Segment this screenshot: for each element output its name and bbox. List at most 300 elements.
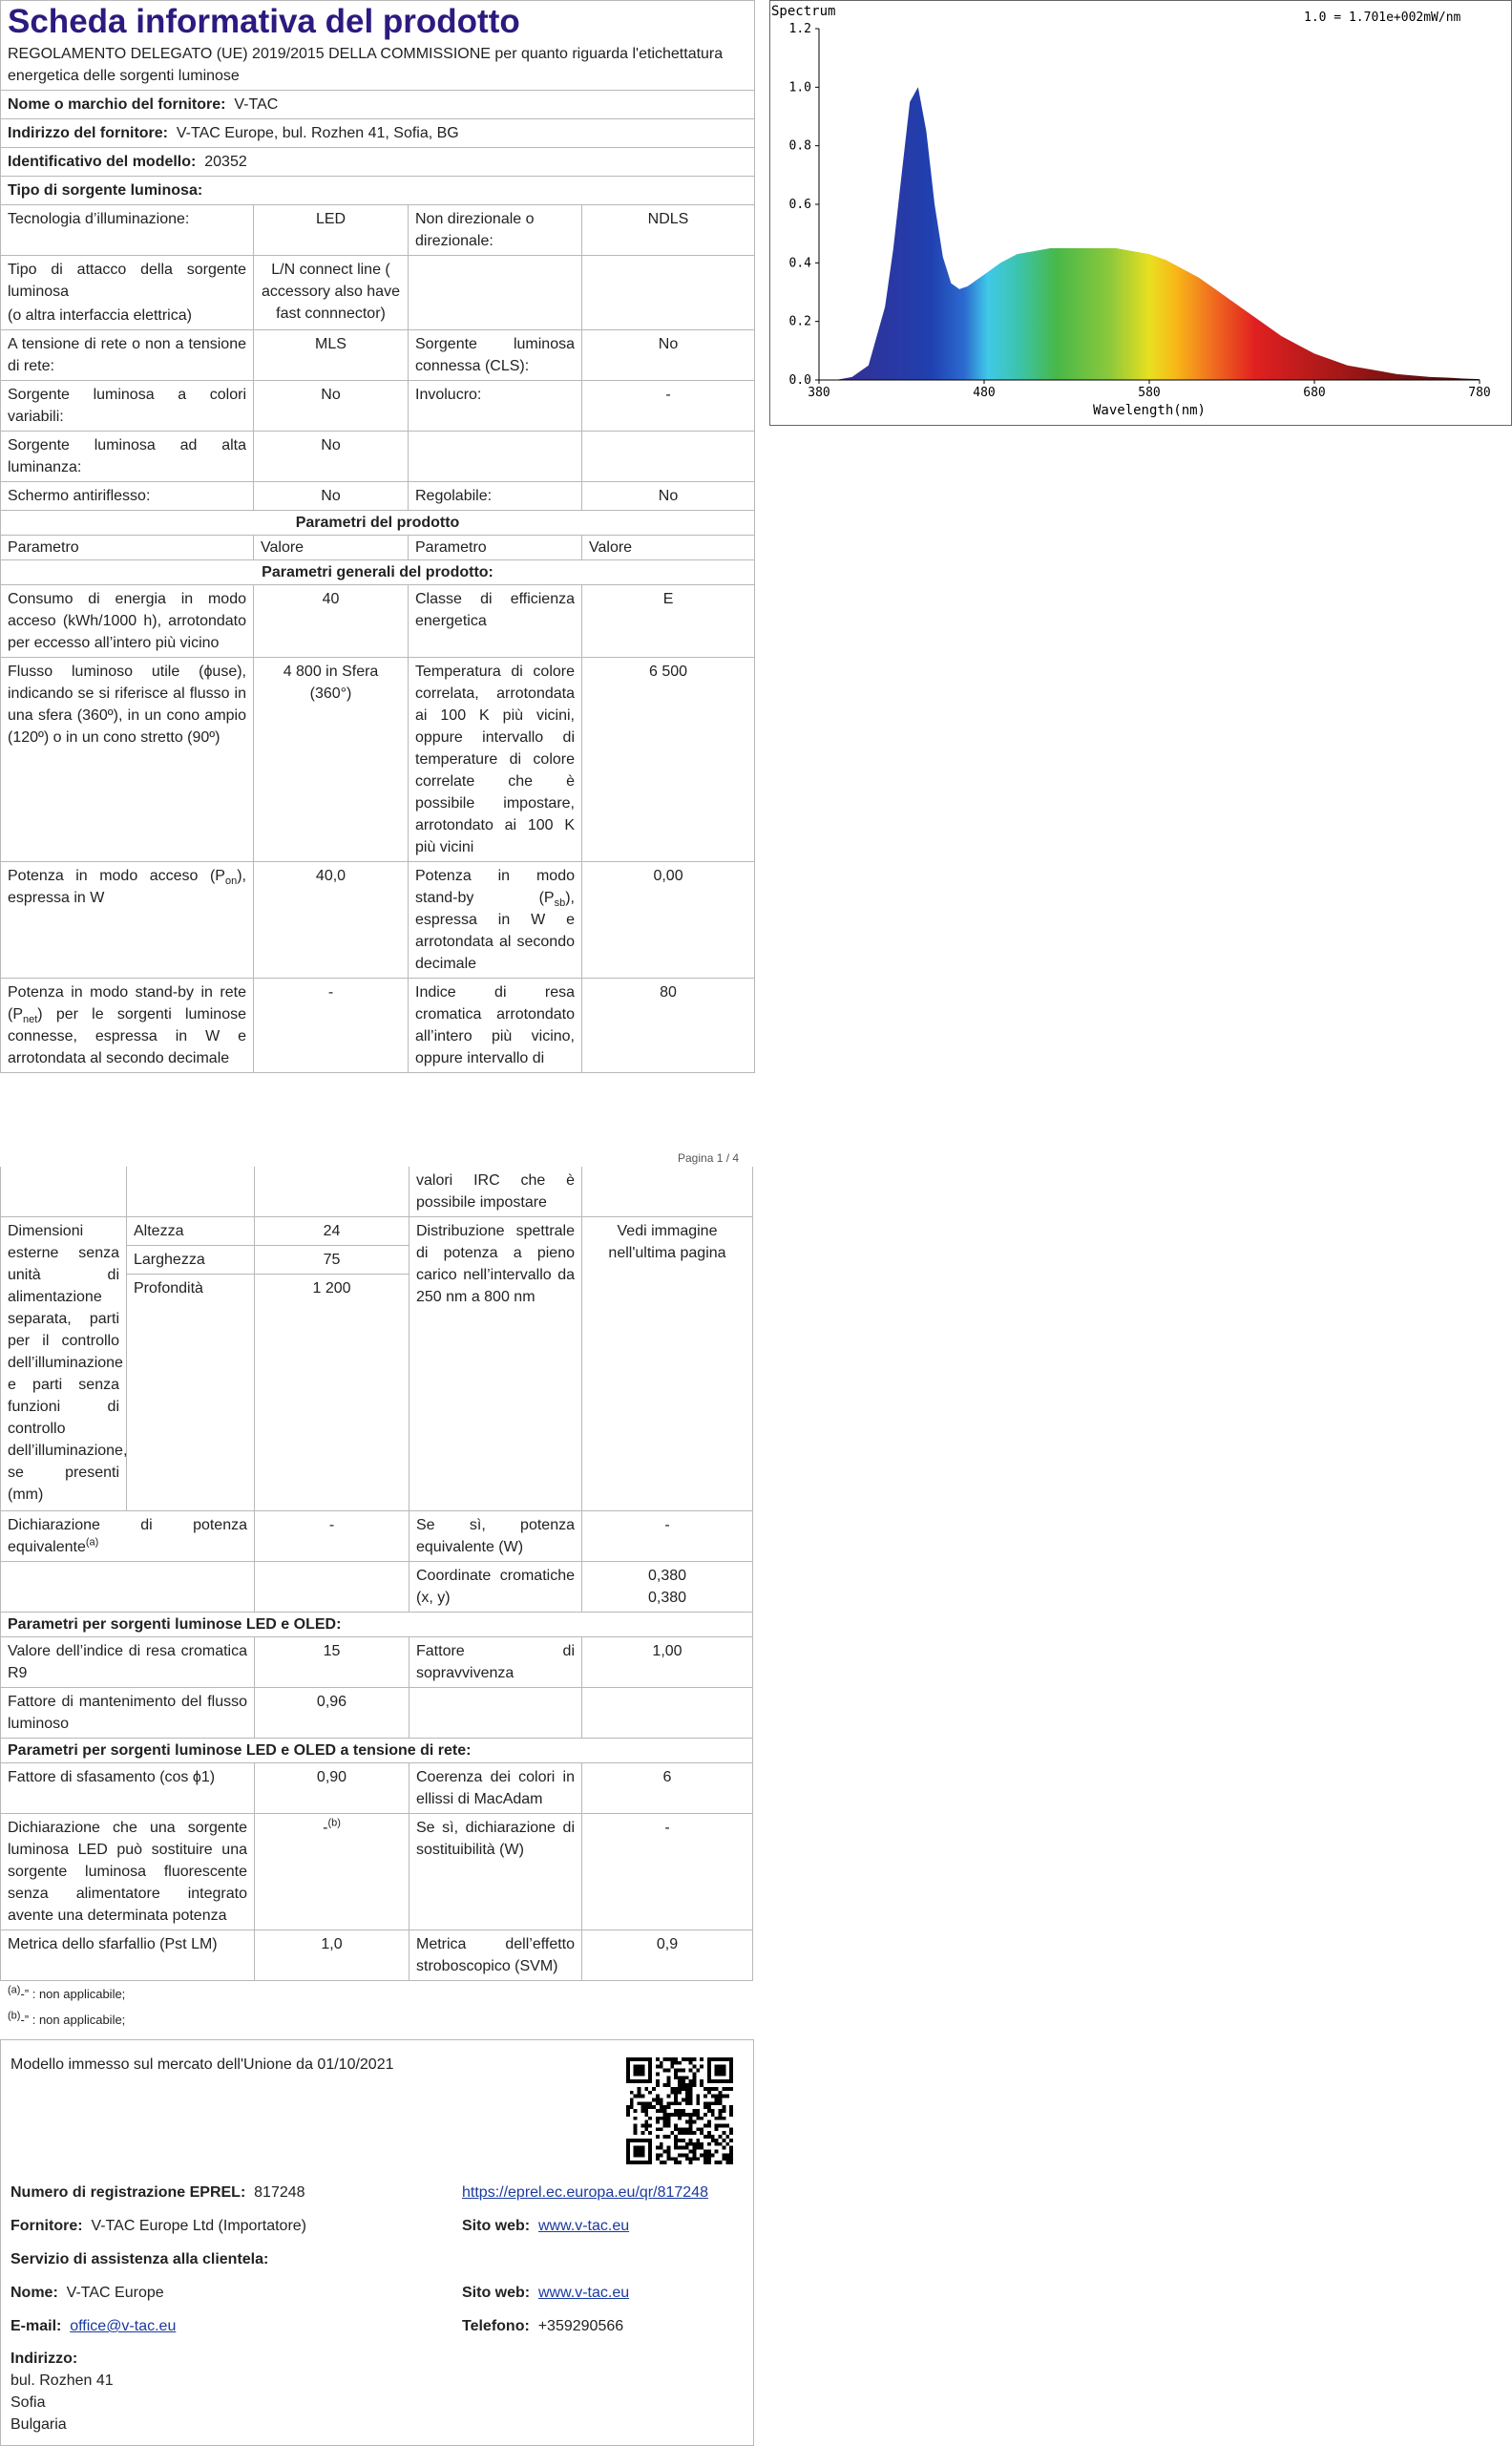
cell bbox=[1, 1510, 255, 1561]
qr-module bbox=[640, 2161, 644, 2164]
cell bbox=[127, 1167, 255, 1217]
qr-module bbox=[660, 2061, 663, 2065]
qr-module bbox=[648, 2131, 652, 2135]
qr-module bbox=[722, 2072, 725, 2076]
qr-module bbox=[626, 2146, 630, 2150]
cell: Valore dell’indice di resa cromatica R9 bbox=[1, 1636, 255, 1687]
qr-module bbox=[689, 2098, 693, 2101]
qr-module bbox=[682, 2153, 685, 2157]
cell bbox=[409, 256, 582, 330]
qr-module bbox=[663, 2109, 667, 2113]
cell bbox=[1, 256, 254, 330]
qr-module bbox=[640, 2069, 644, 2073]
cell bbox=[127, 1302, 255, 1510]
qr-module bbox=[648, 2057, 652, 2061]
qr-module bbox=[689, 2117, 693, 2120]
cell: - bbox=[582, 1813, 753, 1929]
general-params-title: Parametri generali del prodotto: bbox=[1, 560, 755, 585]
cell bbox=[582, 1561, 753, 1612]
qr-module bbox=[685, 2142, 689, 2146]
qr-module bbox=[626, 2161, 630, 2164]
qr-module bbox=[674, 2069, 678, 2073]
qr-module bbox=[689, 2079, 693, 2083]
qr-module bbox=[670, 2091, 674, 2095]
qr-module bbox=[670, 2057, 674, 2061]
cell bbox=[1, 862, 254, 979]
qr-module bbox=[729, 2113, 733, 2117]
x-tick-label: 780 bbox=[1468, 386, 1491, 400]
supplier-label: Fornitore: bbox=[10, 2218, 83, 2234]
qr-module bbox=[689, 2057, 693, 2061]
cell: valori IRC che è possibile impostare bbox=[410, 1167, 582, 1217]
qr-module bbox=[678, 2127, 682, 2131]
cell bbox=[582, 256, 755, 330]
qr-module bbox=[666, 2095, 670, 2098]
supplier-row bbox=[10, 2215, 306, 2238]
qr-module bbox=[707, 2124, 711, 2128]
qr-module bbox=[729, 2079, 733, 2083]
chart-title: Spectrum bbox=[771, 4, 836, 19]
qr-module bbox=[725, 2161, 729, 2164]
qr-module bbox=[674, 2157, 678, 2161]
qr-module bbox=[707, 2153, 711, 2157]
qr-module bbox=[666, 2117, 670, 2120]
qr-module bbox=[693, 2150, 697, 2154]
eqp-sup: (a) bbox=[85, 1536, 99, 1549]
qr-module bbox=[663, 2113, 667, 2117]
qr-module bbox=[678, 2087, 682, 2091]
qr-module bbox=[674, 2135, 678, 2139]
cell bbox=[255, 1167, 410, 1217]
qr-module bbox=[729, 2146, 733, 2150]
footnote-b-mark: (b) bbox=[8, 2010, 21, 2022]
qr-module bbox=[689, 2127, 693, 2131]
qr-module bbox=[700, 2057, 704, 2061]
qr-module bbox=[648, 2161, 652, 2164]
qr-module bbox=[707, 2135, 711, 2139]
qr-module bbox=[719, 2161, 723, 2164]
service-name-value: V-TAC Europe bbox=[66, 2285, 164, 2301]
qr-module bbox=[660, 2153, 663, 2157]
qr-module bbox=[696, 2139, 700, 2142]
qr-module bbox=[704, 2087, 707, 2091]
qr-module bbox=[689, 2087, 693, 2091]
footnote-a-text: -” : non applicabile; bbox=[20, 1987, 126, 2001]
qr-module bbox=[711, 2079, 715, 2083]
qr-module bbox=[678, 2139, 682, 2142]
qr-module bbox=[685, 2095, 689, 2098]
qr-module bbox=[656, 2065, 660, 2069]
qr-module bbox=[638, 2095, 641, 2098]
x-tick-label: 680 bbox=[1303, 386, 1326, 400]
cell: 1 200 bbox=[255, 1275, 410, 1303]
qr-module bbox=[704, 2157, 707, 2161]
qr-module bbox=[666, 2079, 670, 2083]
qr-module bbox=[725, 2057, 729, 2061]
qr-module bbox=[626, 2142, 630, 2146]
qr-module bbox=[666, 2146, 670, 2150]
cell: A tensione di rete o non a tensione di rete: bbox=[1, 330, 254, 381]
qr-module bbox=[678, 2113, 682, 2117]
qr-module bbox=[729, 2076, 733, 2079]
qr-module bbox=[663, 2105, 667, 2109]
qr-module bbox=[644, 2113, 648, 2117]
qr-module bbox=[707, 2061, 711, 2065]
cell: 4 800 in Sfera (360°) bbox=[254, 658, 409, 862]
qr-module bbox=[693, 2157, 697, 2161]
x-tick-label: 580 bbox=[1138, 386, 1161, 400]
qr-module bbox=[674, 2072, 678, 2076]
cell: Temperatura di colore correlata, arrotondata ai 100 K più vicini, oppure intervallo di temperature di colore correlate che è possibile impostare, arrotondato ai 100 K più vicini bbox=[409, 658, 582, 862]
qr-module bbox=[696, 2142, 700, 2146]
qr-module bbox=[715, 2139, 719, 2142]
replace-sup: (b) bbox=[327, 1817, 341, 1829]
qr-module bbox=[715, 2161, 719, 2164]
x-tick-label: 380 bbox=[808, 386, 830, 400]
cell bbox=[255, 1561, 410, 1612]
qr-module bbox=[696, 2069, 700, 2073]
cell bbox=[255, 1302, 410, 1510]
email-row bbox=[10, 2315, 176, 2338]
qr-module bbox=[626, 2065, 630, 2069]
qr-module bbox=[666, 2069, 670, 2073]
qr-module bbox=[682, 2098, 685, 2101]
qr-module bbox=[685, 2153, 689, 2157]
qr-module bbox=[634, 2153, 638, 2157]
email-link[interactable]: office@v-tac.eu bbox=[70, 2318, 177, 2334]
cell bbox=[582, 432, 755, 482]
qr-module bbox=[666, 2113, 670, 2117]
qr-module bbox=[678, 2091, 682, 2095]
qr-module bbox=[719, 2069, 723, 2073]
qr-module bbox=[719, 2109, 723, 2113]
cell: - bbox=[582, 1510, 753, 1561]
qr-module bbox=[693, 2065, 697, 2069]
cell: Metrica dello sfarfallio (Pst LM) bbox=[1, 1929, 255, 1980]
qr-module bbox=[729, 2069, 733, 2073]
qr-module bbox=[722, 2157, 725, 2161]
qr-module bbox=[674, 2076, 678, 2079]
qr-module bbox=[678, 2161, 682, 2164]
replace-value: - bbox=[323, 1819, 328, 1836]
cell: LED bbox=[254, 205, 409, 256]
qr-module bbox=[719, 2065, 723, 2069]
qr-module bbox=[630, 2139, 634, 2142]
qr-module bbox=[634, 2117, 638, 2120]
qr-module bbox=[711, 2101, 715, 2105]
qr-module bbox=[707, 2079, 711, 2083]
qr-module bbox=[696, 2095, 700, 2098]
qr-module bbox=[707, 2131, 711, 2135]
qr-module bbox=[663, 2069, 667, 2073]
qr-module bbox=[666, 2101, 670, 2105]
cell: Regolabile: bbox=[409, 482, 582, 511]
cell: Fattore di mantenimento del flusso luminoso bbox=[1, 1687, 255, 1738]
eprel-value: 817248 bbox=[254, 2184, 305, 2201]
market-date-text: Modello immesso sul mercato dell'Unione da 01/10/2021 bbox=[10, 2056, 394, 2073]
qr-module bbox=[719, 2101, 723, 2105]
qr-module bbox=[674, 2098, 678, 2101]
x-tick-label: 480 bbox=[973, 386, 996, 400]
qr-module bbox=[704, 2153, 707, 2157]
cell: 40 bbox=[254, 585, 409, 658]
qr-module bbox=[640, 2146, 644, 2150]
qr-module bbox=[689, 2142, 693, 2146]
footnote-a bbox=[8, 1984, 126, 2002]
qr-module bbox=[689, 2124, 693, 2128]
qr-module bbox=[689, 2157, 693, 2161]
cell: No bbox=[254, 432, 409, 482]
qr-module bbox=[685, 2083, 689, 2087]
qr-module bbox=[648, 2124, 652, 2128]
qr-module bbox=[656, 2057, 660, 2061]
qr-module bbox=[715, 2057, 719, 2061]
qr-module bbox=[648, 2117, 652, 2120]
qr-module bbox=[689, 2131, 693, 2135]
qr-module bbox=[638, 2146, 641, 2150]
qr-module bbox=[682, 2083, 685, 2087]
qr-module bbox=[715, 2069, 719, 2073]
qr-module bbox=[648, 2079, 652, 2083]
qr-module bbox=[693, 2120, 697, 2124]
supplier-name-value: V-TAC bbox=[234, 96, 279, 113]
qr-module bbox=[707, 2065, 711, 2069]
qr-module bbox=[634, 2124, 638, 2128]
qr-module bbox=[678, 2109, 682, 2113]
qr-module bbox=[626, 2139, 630, 2142]
qr-module bbox=[682, 2127, 685, 2131]
qr-module bbox=[648, 2101, 652, 2105]
qr-module bbox=[696, 2157, 700, 2161]
qr-module bbox=[663, 2150, 667, 2154]
qr-module bbox=[656, 2146, 660, 2150]
qr-module bbox=[689, 2061, 693, 2065]
qr-module bbox=[630, 2091, 634, 2095]
qr-module bbox=[722, 2095, 725, 2098]
qr-module bbox=[715, 2101, 719, 2105]
qr-module bbox=[626, 2069, 630, 2073]
address-line-3: Bulgaria bbox=[10, 2416, 67, 2433]
qr-module bbox=[682, 2113, 685, 2117]
qr-module bbox=[678, 2101, 682, 2105]
qr-module bbox=[685, 2131, 689, 2135]
cell: MLS bbox=[254, 330, 409, 381]
qr-module bbox=[626, 2057, 630, 2061]
qr-module bbox=[648, 2065, 652, 2069]
qr-module bbox=[689, 2113, 693, 2117]
qr-module bbox=[711, 2109, 715, 2113]
qr-module bbox=[689, 2101, 693, 2105]
qr-module bbox=[660, 2117, 663, 2120]
qr-module bbox=[626, 2109, 630, 2113]
qr-module bbox=[725, 2087, 729, 2091]
qr-module bbox=[640, 2079, 644, 2083]
qr-module bbox=[660, 2127, 663, 2131]
qr-module bbox=[674, 2146, 678, 2150]
email-label: E-mail: bbox=[10, 2318, 62, 2334]
qr-module bbox=[696, 2098, 700, 2101]
qr-module bbox=[638, 2087, 641, 2091]
qr-module bbox=[644, 2079, 648, 2083]
supplier-address-value: V-TAC Europe, bul. Rozhen 41, Sofia, BG bbox=[176, 125, 459, 141]
qr-module bbox=[707, 2161, 711, 2164]
qr-module bbox=[626, 2113, 630, 2117]
qr-module bbox=[704, 2135, 707, 2139]
qr-module bbox=[707, 2142, 711, 2146]
cell: - bbox=[254, 979, 409, 1073]
qr-module bbox=[725, 2124, 729, 2128]
cell: Sorgente luminosa a colori variabili: bbox=[1, 381, 254, 432]
qr-code-icon[interactable] bbox=[626, 2057, 733, 2164]
qr-module bbox=[644, 2120, 648, 2124]
qr-module bbox=[674, 2124, 678, 2128]
cell: - bbox=[255, 1510, 410, 1561]
qr-module bbox=[634, 2069, 638, 2073]
cell: Altezza bbox=[127, 1217, 255, 1246]
qr-module bbox=[678, 2061, 682, 2065]
qr-module bbox=[674, 2101, 678, 2105]
x-axis-label: Wavelength(nm) bbox=[1092, 403, 1207, 418]
qr-module bbox=[715, 2124, 719, 2128]
qr-module bbox=[678, 2117, 682, 2120]
qr-module bbox=[711, 2135, 715, 2139]
qr-module bbox=[685, 2113, 689, 2117]
qr-module bbox=[729, 2105, 733, 2109]
qr-module bbox=[729, 2065, 733, 2069]
qr-module bbox=[626, 2072, 630, 2076]
cell bbox=[1, 979, 254, 1073]
qr-module bbox=[638, 2150, 641, 2154]
qr-module bbox=[682, 2079, 685, 2083]
qr-module bbox=[707, 2109, 711, 2113]
eprel-link[interactable] bbox=[462, 2182, 708, 2204]
qr-module bbox=[682, 2087, 685, 2091]
customer-service-label: Servizio di assistenza alla clientela: bbox=[10, 2251, 269, 2267]
qr-module bbox=[674, 2127, 678, 2131]
pnet-sub: net bbox=[23, 1014, 38, 1026]
qr-module bbox=[666, 2083, 670, 2087]
qr-module bbox=[682, 2131, 685, 2135]
qr-module bbox=[644, 2105, 648, 2109]
xy-value-x: 0,380 bbox=[647, 1567, 687, 1584]
cell: E bbox=[582, 585, 755, 658]
mains-params-title: Parametri per sorgenti luminose LED e OLED a tensione di rete: bbox=[1, 1738, 753, 1762]
qr-module bbox=[663, 2117, 667, 2120]
qr-module bbox=[729, 2150, 733, 2154]
qr-module bbox=[634, 2139, 638, 2142]
qr-module bbox=[656, 2135, 660, 2139]
cell: Dimensioni esterne senza unità di alimentazione separata, parti per il controllo dell’illuminazione e parti senza funzioni di controllo dell’illuminazione, se presenti (mm) bbox=[1, 1217, 127, 1511]
qr-module bbox=[670, 2101, 674, 2105]
service-website-link[interactable]: www.v-tac.eu bbox=[538, 2285, 630, 2301]
cell: Schermo antiriflesso: bbox=[1, 482, 254, 511]
qr-module bbox=[685, 2091, 689, 2095]
qr-module bbox=[648, 2072, 652, 2076]
cell: No bbox=[254, 381, 409, 432]
website-link[interactable]: www.v-tac.eu bbox=[538, 2218, 630, 2234]
psb-label-b: ), espressa in W e arrotondata al secondo decimale bbox=[415, 890, 575, 972]
qr-module bbox=[711, 2153, 715, 2157]
website-row bbox=[462, 2215, 629, 2238]
qr-module bbox=[725, 2079, 729, 2083]
qr-module bbox=[666, 2153, 670, 2157]
qr-module bbox=[656, 2120, 660, 2124]
model-value: 20352 bbox=[204, 154, 247, 170]
qr-module bbox=[711, 2087, 715, 2091]
footnote-b-text: -” : non applicabile; bbox=[20, 2013, 126, 2027]
qr-module bbox=[700, 2065, 704, 2069]
qr-module bbox=[630, 2098, 634, 2101]
cell: 80 bbox=[582, 979, 755, 1073]
qr-module bbox=[660, 2142, 663, 2146]
qr-module bbox=[693, 2079, 697, 2083]
cell: Profondità bbox=[127, 1275, 255, 1303]
qr-module bbox=[644, 2101, 648, 2105]
model-label: Identificativo del modello: bbox=[8, 154, 197, 170]
cell: 0,00 bbox=[582, 862, 755, 979]
service-website-label: Sito web: bbox=[462, 2285, 531, 2301]
cell bbox=[1, 1561, 255, 1612]
cell: Se sì, dichiarazione di sostituibilità (W) bbox=[410, 1813, 582, 1929]
qr-module bbox=[729, 2061, 733, 2065]
qr-module bbox=[682, 2057, 685, 2061]
qr-module bbox=[670, 2061, 674, 2065]
qr-module bbox=[674, 2057, 678, 2061]
qr-module bbox=[685, 2057, 689, 2061]
eprel-url[interactable]: https://eprel.ec.europa.eu/qr/817248 bbox=[462, 2184, 708, 2201]
qr-module bbox=[696, 2117, 700, 2120]
qr-module bbox=[648, 2142, 652, 2146]
qr-module bbox=[729, 2109, 733, 2113]
qr-module bbox=[722, 2105, 725, 2109]
qr-module bbox=[722, 2124, 725, 2128]
eprel-label: Numero di registrazione EPREL: bbox=[10, 2184, 246, 2201]
qr-module bbox=[700, 2083, 704, 2087]
qr-module bbox=[722, 2079, 725, 2083]
qr-module bbox=[648, 2146, 652, 2150]
col-header-param: Parametro bbox=[1, 536, 254, 560]
qr-module bbox=[644, 2127, 648, 2131]
cell: Vedi immagine nell'ultima pagina bbox=[582, 1217, 753, 1511]
qr-module bbox=[700, 2127, 704, 2131]
qr-module bbox=[707, 2069, 711, 2073]
service-website-row bbox=[462, 2282, 629, 2305]
product-info-table bbox=[0, 0, 755, 1073]
cell: Fattore di sopravvivenza bbox=[410, 1636, 582, 1687]
qr-module bbox=[644, 2109, 648, 2113]
qr-module bbox=[696, 2146, 700, 2150]
cell: 0,9 bbox=[582, 1929, 753, 1980]
spectrum-chart bbox=[769, 0, 1512, 426]
qr-module bbox=[674, 2061, 678, 2065]
qr-module bbox=[660, 2109, 663, 2113]
qr-module bbox=[640, 2153, 644, 2157]
qr-module bbox=[682, 2076, 685, 2079]
cell: 1,0 bbox=[255, 1929, 410, 1980]
qr-module bbox=[715, 2127, 719, 2131]
cell bbox=[409, 432, 582, 482]
cell: Flusso luminoso utile (ϕuse), indicando se si riferisce al flusso in una sfera (360º), in un cono ampio (120º) o in un cono stretto (90º) bbox=[1, 658, 254, 862]
qr-module bbox=[715, 2142, 719, 2146]
qr-module bbox=[634, 2161, 638, 2164]
cell: No bbox=[254, 482, 409, 511]
qr-module bbox=[693, 2083, 697, 2087]
qr-module bbox=[722, 2065, 725, 2069]
qr-module bbox=[626, 2061, 630, 2065]
qr-module bbox=[700, 2146, 704, 2150]
qr-module bbox=[685, 2120, 689, 2124]
qr-module bbox=[696, 2127, 700, 2131]
